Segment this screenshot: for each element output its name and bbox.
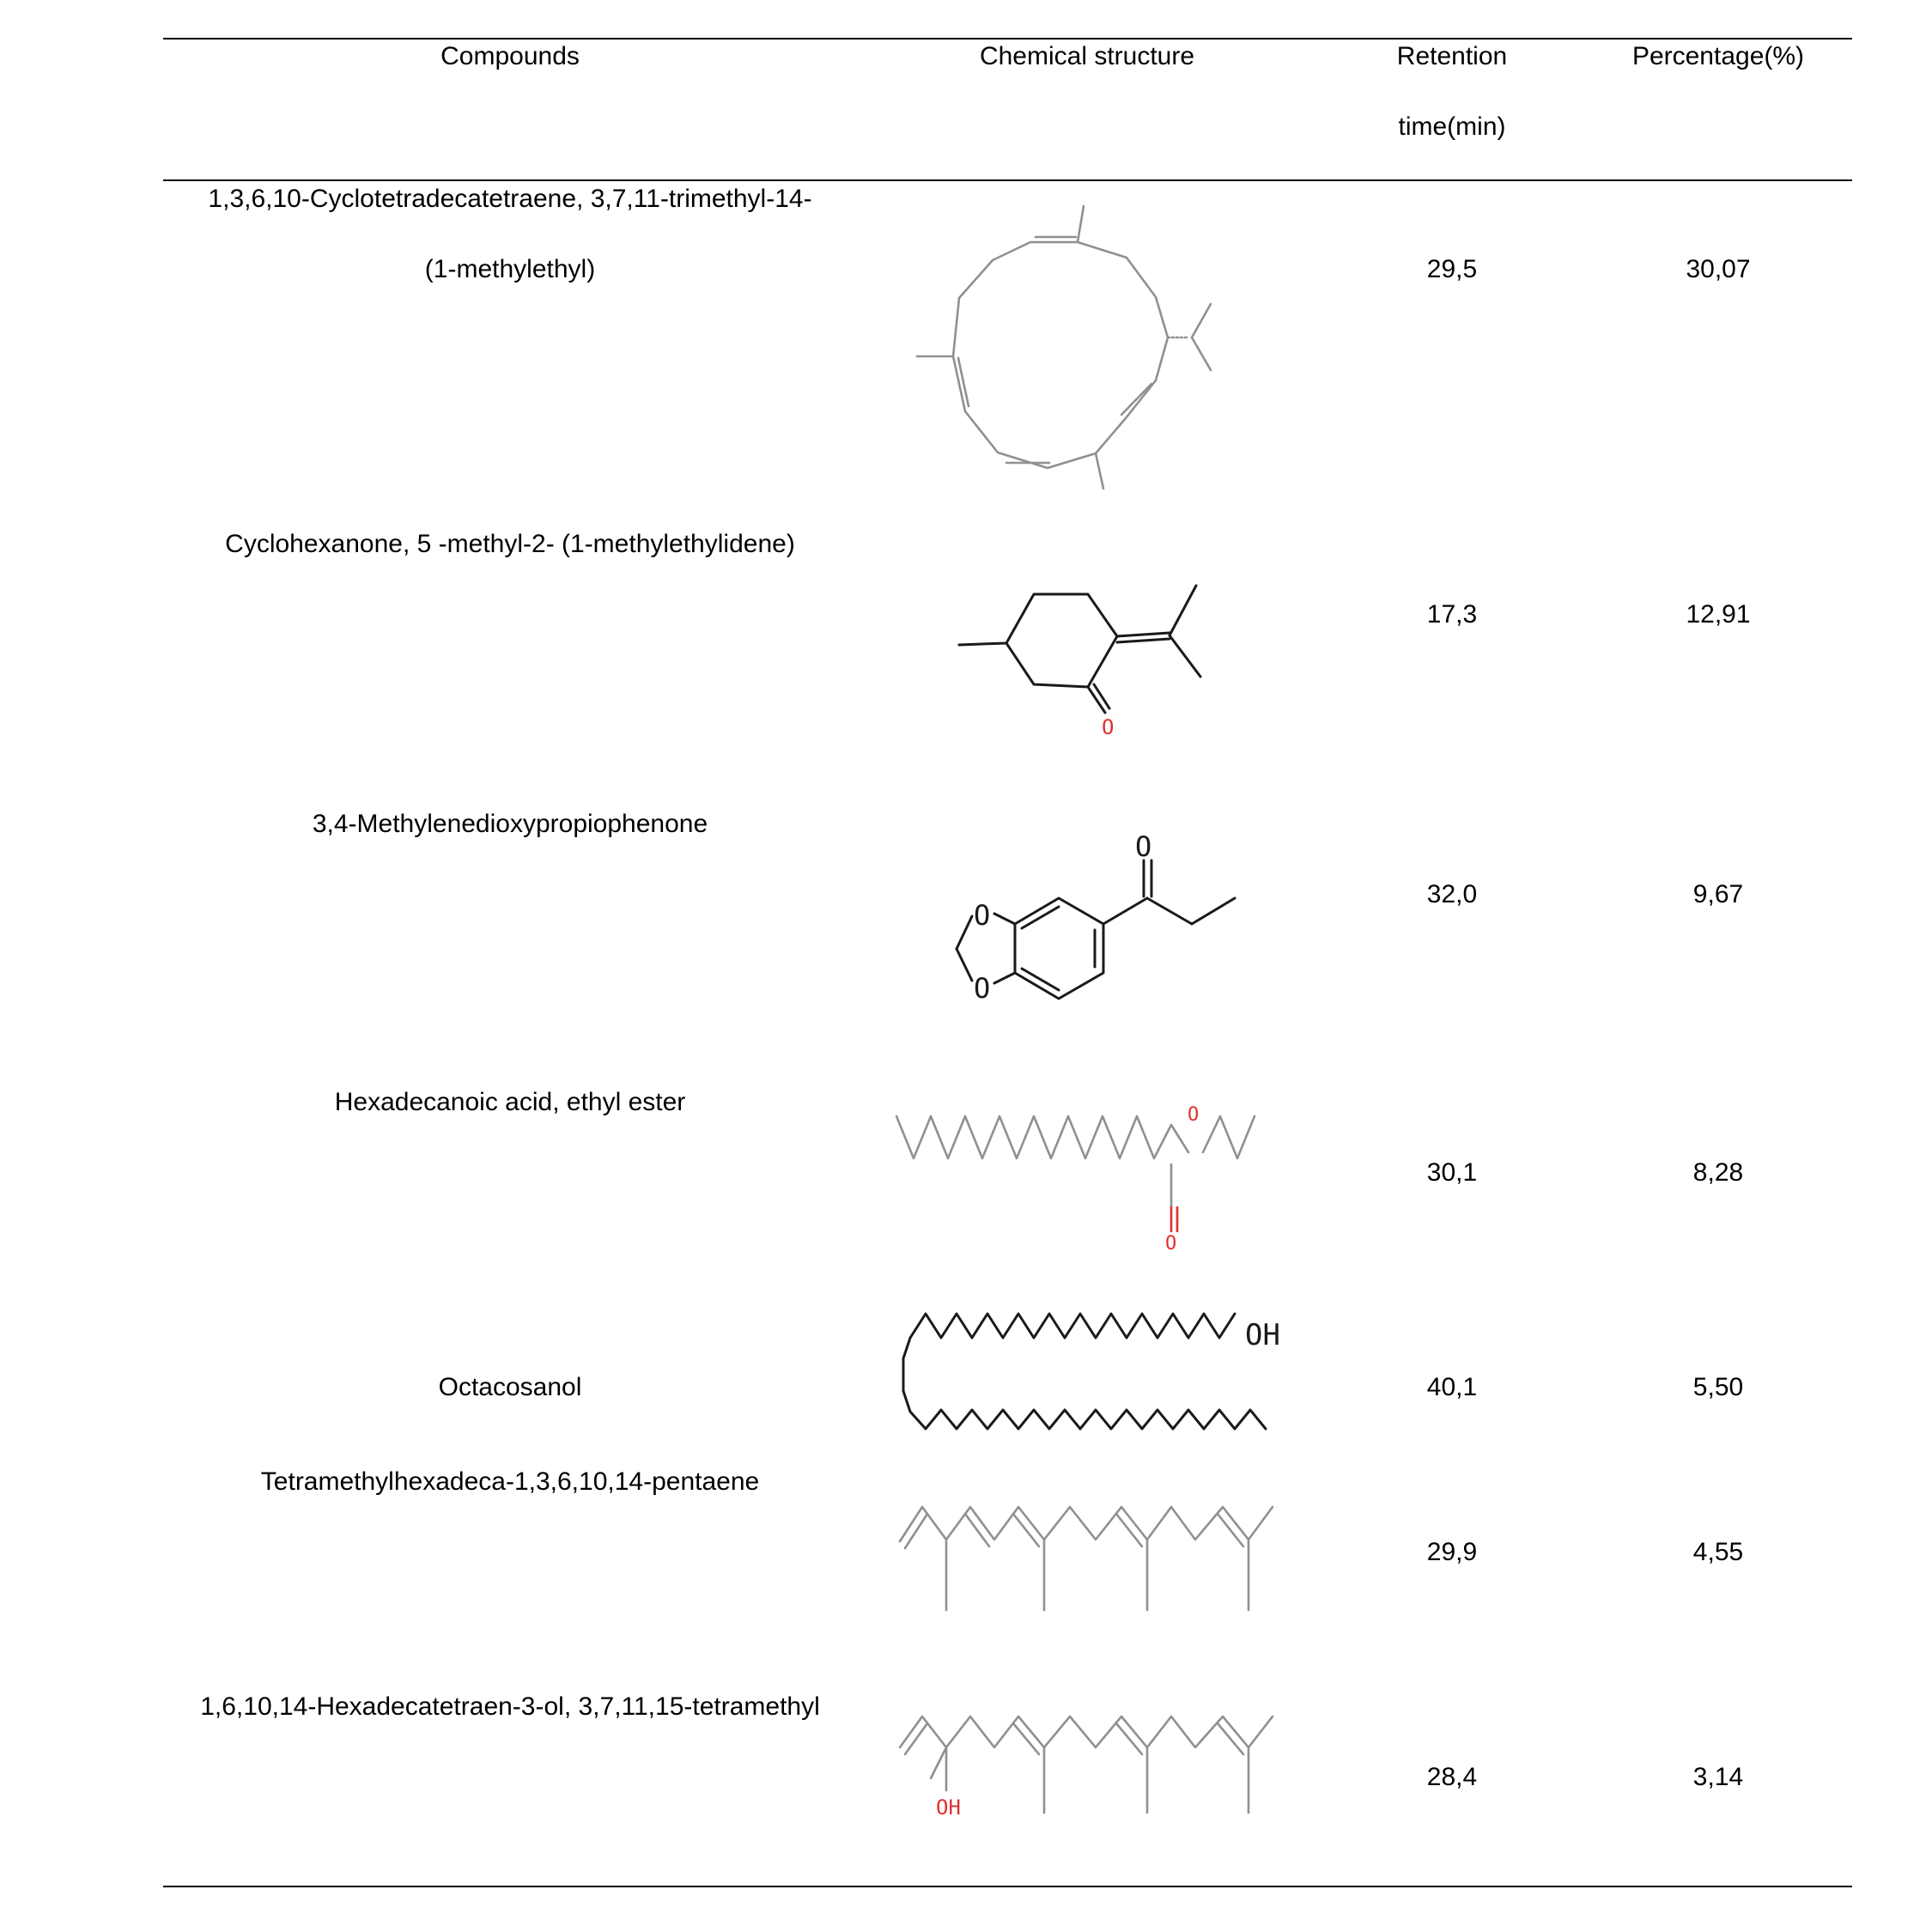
pentaene-structure bbox=[893, 1490, 1271, 1636]
svg-text:O: O bbox=[1102, 715, 1115, 739]
svg-text:O: O bbox=[1188, 1104, 1200, 1126]
percentage-value: 12,91 bbox=[1686, 600, 1751, 629]
percentage-value: 30,07 bbox=[1686, 255, 1751, 283]
compound-name: 1,3,6,10-Cyclotetradecatetraene, 3,7,11-trimethyl-14- bbox=[208, 185, 812, 213]
compound-name: Octacosanol bbox=[438, 1373, 582, 1401]
header-retention-line1: Retention bbox=[1396, 42, 1508, 70]
table-top-rule bbox=[163, 38, 1852, 39]
percentage-value: 9,67 bbox=[1692, 880, 1744, 908]
svg-text:O: O bbox=[974, 972, 991, 1005]
geranyllinalool-structure bbox=[893, 1704, 1271, 1842]
octacosanol-structure bbox=[893, 1305, 1280, 1443]
compound-name: 3,4-Methylenedioxypropiophenone bbox=[312, 810, 708, 838]
svg-text:O: O bbox=[1135, 830, 1152, 863]
compound-name-continued: (1-methylethyl) bbox=[424, 255, 596, 283]
pulegone-structure bbox=[927, 571, 1271, 743]
percentage-value: 3,14 bbox=[1692, 1763, 1744, 1791]
retention-time: 32,0 bbox=[1426, 880, 1478, 908]
percentage-value: 4,55 bbox=[1692, 1538, 1744, 1566]
table-bottom-rule bbox=[163, 1886, 1852, 1887]
header-retention-line2: time(min) bbox=[1398, 112, 1506, 141]
header-percentage: Percentage(%) bbox=[1631, 42, 1805, 70]
retention-time: 28,4 bbox=[1426, 1763, 1478, 1791]
compound-name: Cyclohexanone, 5 -methyl-2- (1-methylethylidene) bbox=[225, 530, 795, 558]
compound-name: Tetramethylhexadeca-1,3,6,10,14-pentaene bbox=[260, 1467, 760, 1496]
retention-time: 17,3 bbox=[1426, 600, 1478, 629]
compound-name: 1,6,10,14-Hexadecatetraen-3-ol, 3,7,11,15-tetramethyl bbox=[200, 1692, 820, 1721]
retention-time: 40,1 bbox=[1426, 1373, 1478, 1401]
compound-name: Hexadecanoic acid, ethyl ester bbox=[334, 1088, 686, 1116]
ethyl-palmitate-structure bbox=[893, 1091, 1271, 1262]
methylenedioxypropiophenone-structure bbox=[927, 820, 1271, 1009]
svg-text:OH: OH bbox=[936, 1795, 961, 1820]
cyclotetradecatetraene-structure bbox=[902, 193, 1245, 537]
header-compounds: Compounds bbox=[440, 42, 580, 70]
retention-time: 30,1 bbox=[1426, 1158, 1478, 1187]
header-bottom-rule bbox=[163, 179, 1852, 181]
header-structure: Chemical structure bbox=[979, 42, 1195, 70]
retention-time: 29,9 bbox=[1426, 1538, 1478, 1566]
percentage-value: 5,50 bbox=[1692, 1373, 1744, 1401]
retention-time: 29,5 bbox=[1426, 255, 1478, 283]
svg-text:O: O bbox=[1165, 1233, 1177, 1255]
percentage-value: 8,28 bbox=[1692, 1158, 1744, 1187]
svg-text:OH: OH bbox=[1245, 1318, 1280, 1352]
svg-text:O: O bbox=[974, 899, 991, 932]
